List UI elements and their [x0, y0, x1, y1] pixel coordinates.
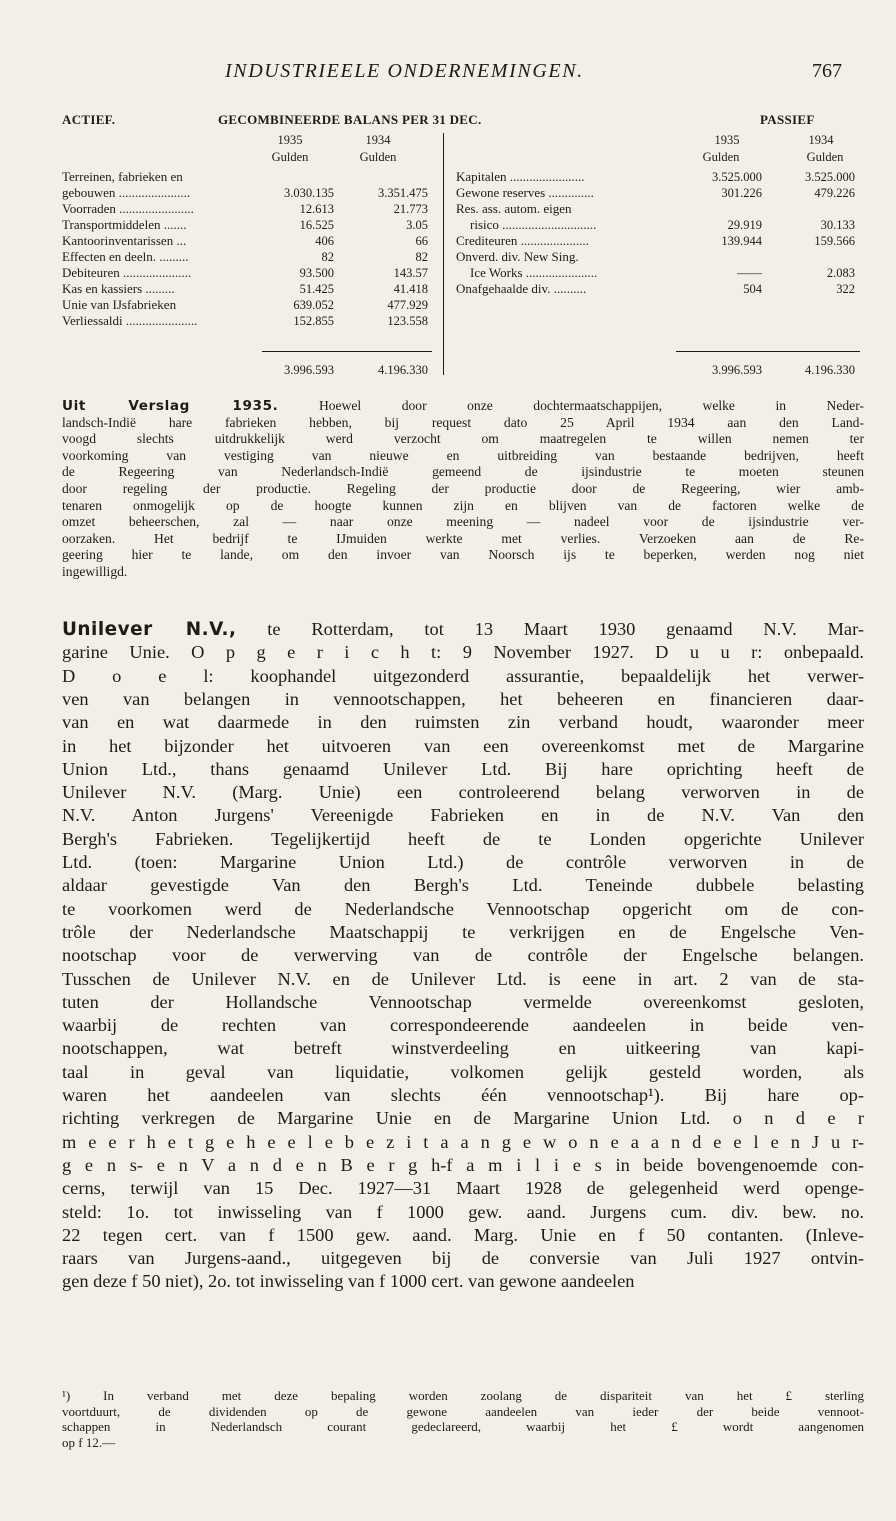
unilever-line: richting verkregen de Margarine Unie en de Margarine Union Ltd. o n d e r [62, 1108, 864, 1129]
passief-row-1935: 3.525.000 [712, 170, 762, 184]
unilever-line: te voorkomen werd de Nederlandsche Vennootschap opgericht om de con- [62, 898, 864, 919]
passief-row-1934: 479.226 [814, 186, 855, 200]
actief-row-1935: 12.613 [299, 202, 334, 216]
unilever-line: raars van Jurgens-aand., uitgegeven bij de conversie van Juli 1927 ontvin- [62, 1248, 864, 1269]
passief-row-label: Crediteuren ..................... [456, 233, 589, 248]
verslag-line: landsch-Indië hare fabrieken hebben, bij request dato 25 April 1934 aan den Land- [62, 414, 864, 430]
unilever-line: waren het aandeelen van slechts één vennootschap¹). Bij hare op- [62, 1085, 864, 1105]
verslag-lead: Uit Verslag 1935. [62, 398, 279, 414]
actief-row-1934: 143.57 [393, 266, 428, 280]
actief-row-label: Terreinen, fabrieken en [62, 169, 183, 184]
verslag-line: voorkoming van vestiging van nieuwe en uitbreiding van bestaande bedrijven, heeft [62, 447, 864, 463]
footnote-line: schappen in Nederlandsch courant gedeclareerd, waarbij het £ wordt aangenomen [62, 1419, 864, 1434]
unilever-line: Bergh's Fabrieken. Tegelijkertijd heeft de te Londen opgerichte Unilever [62, 828, 864, 849]
actief-row-label: Transportmiddelen ....... [62, 217, 187, 232]
unilever-line: ven van belangen in vennootschappen, het beheeren en financieren daar- [62, 688, 864, 709]
balance-divider [443, 133, 444, 375]
passief-row-label: Kapitalen ....................... [456, 169, 585, 184]
actief-row-1934: 3.351.475 [378, 186, 428, 200]
year-header-left-1934: 1934 [365, 133, 391, 147]
actief-row-label: Kas en kassiers ......... [62, 281, 175, 296]
actief-row-1935: 406 [315, 234, 334, 248]
actief-row-1935: 639.052 [293, 298, 334, 312]
unilever-line: trôle der Nederlandsche Maatschappij te verkrijgen en de Engelsche Ven- [62, 921, 864, 942]
actief-row-1934: 477.929 [387, 298, 428, 312]
actief-total-rule [262, 351, 432, 352]
passief-total-1934: 4.196.330 [805, 363, 855, 377]
passief-row-label: risico ............................. [470, 217, 597, 232]
passief-row-1935: 29.919 [727, 218, 762, 232]
verslag-line: tenaren onmogelijk op de hoogte kunnen zijn en blijven van de factoren welke de [62, 497, 864, 513]
verslag-line: ingewilligd. [62, 564, 128, 579]
passief-row-1934: 159.566 [814, 234, 855, 248]
actief-row-1934: 66 [415, 234, 428, 248]
actief-row-1935: 16.525 [299, 218, 334, 232]
actief-row-1935: 93.500 [299, 266, 334, 280]
unilever-line: D o e l: koophandel uitgezonderd assurantie, bepaaldelijk het verwer- [62, 665, 864, 686]
verslag-line: de Regeering van Nederlandsch-Indië gemeend de ijsindustrie te moeten steunen [62, 464, 864, 480]
actief-row-1934: 123.558 [387, 314, 428, 328]
actief-row-1934: 41.418 [393, 282, 428, 296]
verslag-line: geering hier te lande, om den invoer van Noorsch ijs te beperken, werden nog niet [62, 547, 864, 563]
passief-row-1934: 322 [836, 282, 855, 296]
unilever-line: nootschap voor de verwerving van de contrôle der Engelsche belangen. [62, 945, 864, 966]
actief-row-1935: 152.855 [293, 314, 334, 328]
unilever-line: tuten der Hollandsche Vennootschap vermelde overeenkomst gesloten, [62, 991, 864, 1012]
actief-row-1934: 3.05 [406, 218, 428, 232]
unilever-line: nootschappen, wat betreft winstverdeeling en uitkeering van kapi- [62, 1038, 864, 1059]
unilever-line: cerns, terwijl van 15 Dec. 1927—31 Maart 1928 de gelegenheid werd openge- [62, 1178, 864, 1199]
year-header-right-1934: 1934 [808, 133, 834, 147]
passief-row-label: Onverd. div. New Sing. [456, 249, 579, 264]
running-header-title: INDUSTRIEELE ONDERNEMINGEN. [225, 60, 584, 82]
passief-total-rule [676, 351, 860, 352]
footnote-line: voortduurt, de dividenden op de gewone aandeelen van ieder der beide vennoot- [62, 1403, 864, 1419]
passief-row-1934: 30.133 [820, 218, 855, 232]
footnote-line: ¹) In verband met deze bepaling worden zoolang de dispariteit van het £ sterling [62, 1388, 864, 1403]
passief-row-label: Onafgehaalde div. .......... [456, 281, 587, 296]
actief-total-1934: 4.196.330 [378, 363, 428, 377]
passief-row-1935: 301.226 [721, 186, 762, 200]
unit-header-left-1934: Gulden [359, 150, 397, 164]
actief-row-label: Kantoorinventarissen ... [62, 233, 187, 248]
page-number: 767 [812, 60, 842, 82]
unit-header-right-1935: Gulden [702, 150, 740, 164]
actief-row-1935: 51.425 [299, 282, 334, 296]
unilever-line: aldaar gevestigde Van den Bergh's Ltd. Teneinde dubbele belasting [62, 875, 864, 896]
year-header-left-1935: 1935 [277, 133, 303, 147]
actief-row-1934: 21.773 [393, 202, 428, 216]
verslag-line-text: Hoewel door onze dochtermaatschappijen, welke in Neder- [318, 398, 864, 413]
unilever-line: in het bijzonder het uitvoeren van een overeenkomst met de Margarine [62, 735, 864, 756]
unilever-line: N.V. Anton Jurgens' Vereenigde Fabrieken en in de N.V. Van den [62, 805, 864, 826]
verslag-line: oorzaken. Het bedrijf te IJmuiden werkte met verlies. Verzoeken aan de Re- [62, 530, 864, 546]
actief-heading: ACTIEF. [62, 112, 116, 127]
actief-row-label: Effecten en deeln. ......... [62, 249, 189, 264]
passief-row-label: Gewone reserves .............. [456, 185, 594, 200]
passief-row-1935: 139.944 [721, 234, 762, 248]
unilever-line: 22 tegen cert. van f 1500 gew. aand. Marg. Unie en f 50 contanten. (Inleve- [62, 1224, 864, 1245]
balance-title: GECOMBINEERDE BALANS PER 31 DEC. [218, 112, 482, 127]
actief-row-1935: 3.030.135 [284, 186, 334, 200]
unilever-line: gen deze f 50 niet), 2o. tot inwisseling van f 1000 cert. van gewone aandeelen [62, 1271, 635, 1292]
actief-row-label: Debiteuren ..................... [62, 265, 192, 280]
verslag-line: door regeling der productie. Regeling der productie door de Regeering, wier amb- [62, 481, 864, 496]
verslag-line: omzet beheerschen, zal — naar onze meening — nadeel voor de ijsindustrie ver- [62, 514, 864, 530]
passief-total-1935: 3.996.593 [712, 363, 762, 377]
actief-row-label: Unie van IJsfabrieken [62, 297, 177, 312]
actief-row-1934: 82 [415, 250, 428, 264]
unilever-line-text: te Rotterdam, tot 13 Maart 1930 genaamd N.V. Mar- [267, 619, 864, 639]
passief-row-1935: 504 [743, 282, 762, 296]
unilever-line: Unilever N.V. (Marg. Unie) een controleerend belang verworven in de [62, 782, 864, 803]
unilever-line: g e n s- e n V a n d e n B e r g h-f a m i l i e s in beide bovengenoemde con- [62, 1154, 864, 1175]
unilever-line: waarbij de rechten van correspondeerende aandeelen in beide ven- [62, 1015, 864, 1036]
actief-row-label: Verliessaldi ...................... [62, 313, 198, 328]
unit-header-left-1935: Gulden [271, 150, 309, 164]
passief-row-1935: —— [737, 266, 762, 280]
unilever-line [62, 618, 864, 641]
unilever-line: Ltd. (toen: Margarine Union Ltd.) de contrôle verworven in de [62, 852, 864, 872]
passief-row-label: Res. ass. autom. eigen [456, 201, 572, 216]
actief-total-1935: 3.996.593 [284, 363, 334, 377]
footnote-line: op f 12.— [62, 1434, 116, 1450]
unilever-line: taal in geval van liquidatie, volkomen gelijk gesteld worden, als [62, 1061, 864, 1082]
passief-row-1934: 2.083 [826, 266, 855, 280]
passief-heading: PASSIEF [760, 112, 815, 127]
actief-row-label: gebouwen ...................... [62, 185, 191, 200]
unilever-line: m e e r h e t g e h e e l e b e z i t a a n g e w o n e a a n d e e l e n J u r- [62, 1131, 864, 1152]
verslag-line: voogd slechts uitdrukkelijk werd verzocht om maatregelen te willen nemen ter [62, 431, 864, 447]
verslag-line [62, 398, 864, 415]
unilever-line: steld: 1o. tot inwisseling van f 1000 gew. aand. Jurgens cum. div. bew. no. [62, 1201, 864, 1222]
passief-row-label: Ice Works ...................... [470, 265, 598, 280]
actief-row-1935: 82 [321, 250, 334, 264]
unilever-line: Tusschen de Unilever N.V. en de Unilever Ltd. is eene in art. 2 van de sta- [62, 968, 864, 989]
passief-row-1934: 3.525.000 [805, 170, 855, 184]
unilever-line: van en wat daarmede in den ruimsten zin verband houdt, waaronder meer [62, 712, 864, 733]
year-header-right-1935: 1935 [714, 133, 740, 147]
company-name: Unilever N.V., [62, 619, 237, 640]
unilever-line: garine Unie. O p g e r i c h t: 9 November 1927. D u u r: onbepaald. [62, 642, 864, 663]
unit-header-right-1934: Gulden [806, 150, 844, 164]
unilever-line: Union Ltd., thans genaamd Unilever Ltd. Bij hare oprichting heeft de [62, 758, 864, 779]
actief-row-label: Voorraden ....................... [62, 201, 194, 216]
